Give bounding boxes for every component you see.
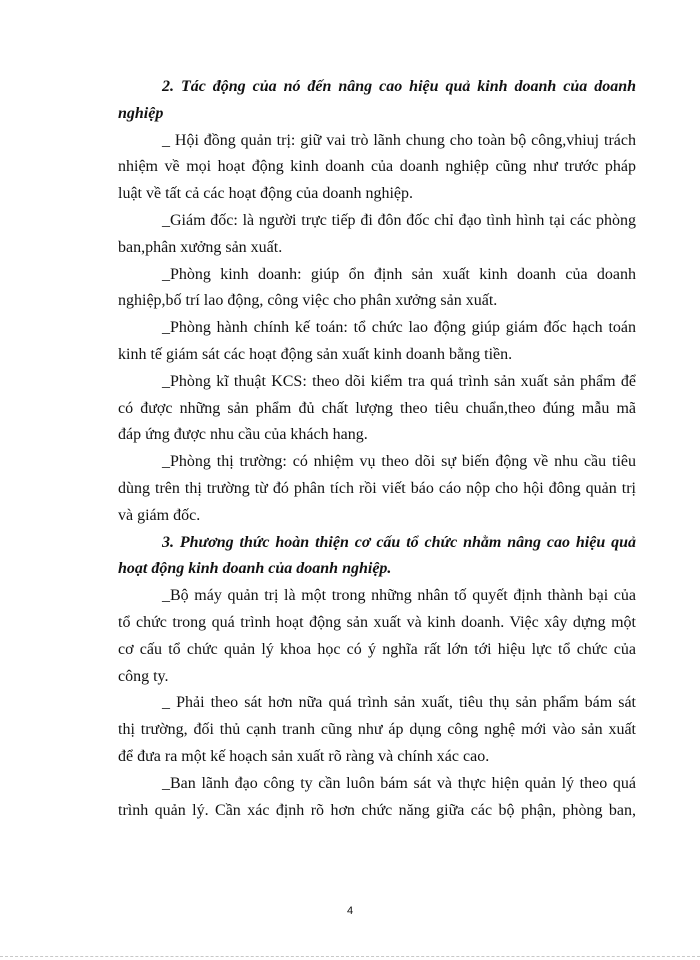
production-paragraph-cont: thị trường, đối thủ cạnh tranh cũng như áp dụng công nghệ mới vào sản xuất: [118, 721, 636, 739]
market-dept-paragraph: _Phòng thị trường: có nhiệm vụ theo dõi sự biến động về nhu cầu tiêu: [162, 453, 636, 471]
leadership-paragraph-cont: trình quản lý. Cần xác định rõ hơn chức năng giữa các bộ phận, phòng ban,: [118, 801, 636, 819]
board-paragraph: _ Hội đồng quản trị: giữ vai trò lãnh chung cho toàn bộ công,vhiuj trách: [162, 131, 636, 149]
section-2-heading-cont: nghiệp: [118, 104, 164, 122]
kcs-dept-paragraph-end: đáp ứng được nhu cầu của khách hang.: [118, 426, 368, 444]
management-paragraph: _Bộ máy quản trị là một trong những nhân tố quyết định thành bại của: [162, 587, 636, 605]
page-bottom-divider: [0, 956, 700, 957]
kcs-dept-paragraph: _Phòng kĩ thuật KCS: theo dõi kiểm tra quá trình sản xuất sản phẩm để: [162, 372, 636, 390]
section-3-heading-cont: hoạt động kinh doanh của doanh nghiệp.: [118, 560, 392, 578]
leadership-paragraph: _Ban lãnh đạo công ty cần luôn bám sát và thực hiện quản lý theo quá: [162, 774, 636, 792]
section-3-heading: 3. Phương thức hoàn thiện cơ cấu tổ chức nhằm nâng cao hiệu quả: [162, 533, 636, 551]
director-paragraph-end: ban,phân xưởng sản xuất.: [118, 238, 283, 256]
market-dept-paragraph-cont: dùng trên thị trường từ đó phân tích rồi viết báo cáo nộp cho hội đông quản trị: [118, 479, 636, 497]
management-paragraph-cont-2: cơ cấu tổ chức quản lý khoa học có ý nghĩa rất lớn tới hiệu lực tổ chức của: [118, 640, 636, 658]
document-body: [118, 74, 636, 824]
management-paragraph-end: công ty.: [118, 667, 169, 685]
business-dept-paragraph: _Phòng kinh doanh: giúp ổn định sản xuất kinh doanh của doanh: [162, 265, 636, 283]
board-paragraph-end: luật về tất cả các hoạt động của doanh nghiệp.: [118, 185, 413, 203]
business-dept-paragraph-end: nghiệp,bố trí lao động, công việc cho phân xưởng sản xuất.: [118, 292, 498, 310]
management-paragraph-cont: tổ chức trong quá trình hoạt động sản xuất và kinh doanh. Việc xây dựng một: [118, 613, 636, 631]
accounting-dept-paragraph: _Phòng hành chính kế toán: tổ chức lao động giúp giám đốc hạch toán: [162, 319, 636, 337]
board-paragraph-cont: nhiệm về mọi hoạt động kinh doanh của doanh nghiệp cũng như trước pháp: [118, 158, 636, 176]
kcs-dept-paragraph-cont: có được những sản phẩm đủ chất lượng theo tiêu chuẩn,theo đúng mẫu mã: [118, 399, 636, 417]
page-number: 4: [346, 905, 354, 917]
accounting-dept-paragraph-end: kinh tế giám sát các hoạt động sản xuất kinh doanh bằng tiền.: [118, 345, 513, 363]
section-2-heading: 2. Tác động của nó đến nâng cao hiệu quả kinh doanh của doanh: [162, 78, 636, 95]
director-paragraph: _Giám đốc: là người trực tiếp đi đôn đốc chỉ đạo tình hình tại các phòng: [162, 211, 636, 229]
market-dept-paragraph-end: và giám đốc.: [118, 506, 201, 524]
production-paragraph-end: để đưa ra một kế hoạch sản xuất rõ ràng và chính xác cao.: [118, 747, 490, 765]
production-paragraph: _ Phải theo sát hơn nữa quá trình sản xuất, tiêu thụ sản phẩm bám sát: [162, 694, 636, 712]
